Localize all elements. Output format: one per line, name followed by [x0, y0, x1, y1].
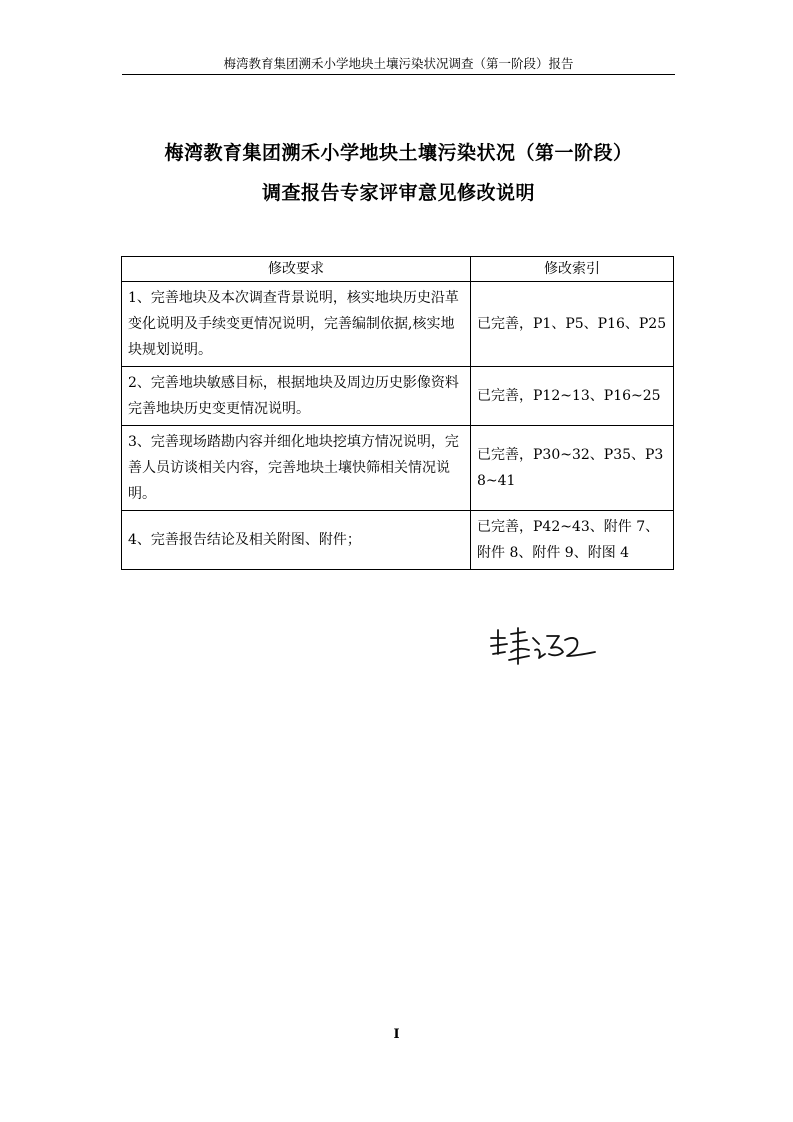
table-header-row [122, 257, 674, 282]
requirement-cell: 3、完善现场踏勘内容并细化地块挖填方情况说明，完善人员访谈相关内容，完善地块土壤快筛相关情况说明。 [122, 426, 471, 511]
requirement-cell: 4、完善报告结论及相关附图、附件； [122, 511, 471, 570]
header-rule [122, 74, 675, 75]
revision-table [121, 256, 674, 570]
table-row [122, 282, 674, 367]
document-title-line-2: 调查报告专家评审意见修改说明 [261, 182, 535, 204]
column-header-index: 修改索引 [471, 257, 674, 282]
index-cell: 已完善，P1、P5、P16、P25 [471, 282, 674, 367]
index-cell: 已完善，P12~13、P16~25 [471, 367, 674, 426]
index-cell: 已完善，P30~32、P35、P38~41 [471, 426, 674, 511]
requirement-cell: 1、完善地块及本次调查背景说明，核实地块历史沿革变化说明及手续变更情况说明，完善编制依据,核实地块规划说明。 [122, 282, 471, 367]
page-number: I [393, 1027, 400, 1042]
index-cell: 已完善，P42~43、附件 7、附件 8、附件 9、附图 4 [471, 511, 674, 570]
handwritten-signature [485, 618, 605, 680]
running-header: 梅湾教育集团溯禾小学地块土壤污染状况调查（第一阶段）报告 [223, 56, 574, 71]
requirement-cell: 2、完善地块敏感目标，根据地块及周边历史影像资料完善地块历史变更情况说明。 [122, 367, 471, 426]
table-row [122, 511, 674, 570]
column-header-requirement: 修改要求 [122, 257, 471, 282]
table-row [122, 426, 674, 511]
document-title-line-1: 梅湾教育集团溯禾小学地块土壤污染状况（第一阶段） [164, 142, 633, 164]
table-row [122, 367, 674, 426]
